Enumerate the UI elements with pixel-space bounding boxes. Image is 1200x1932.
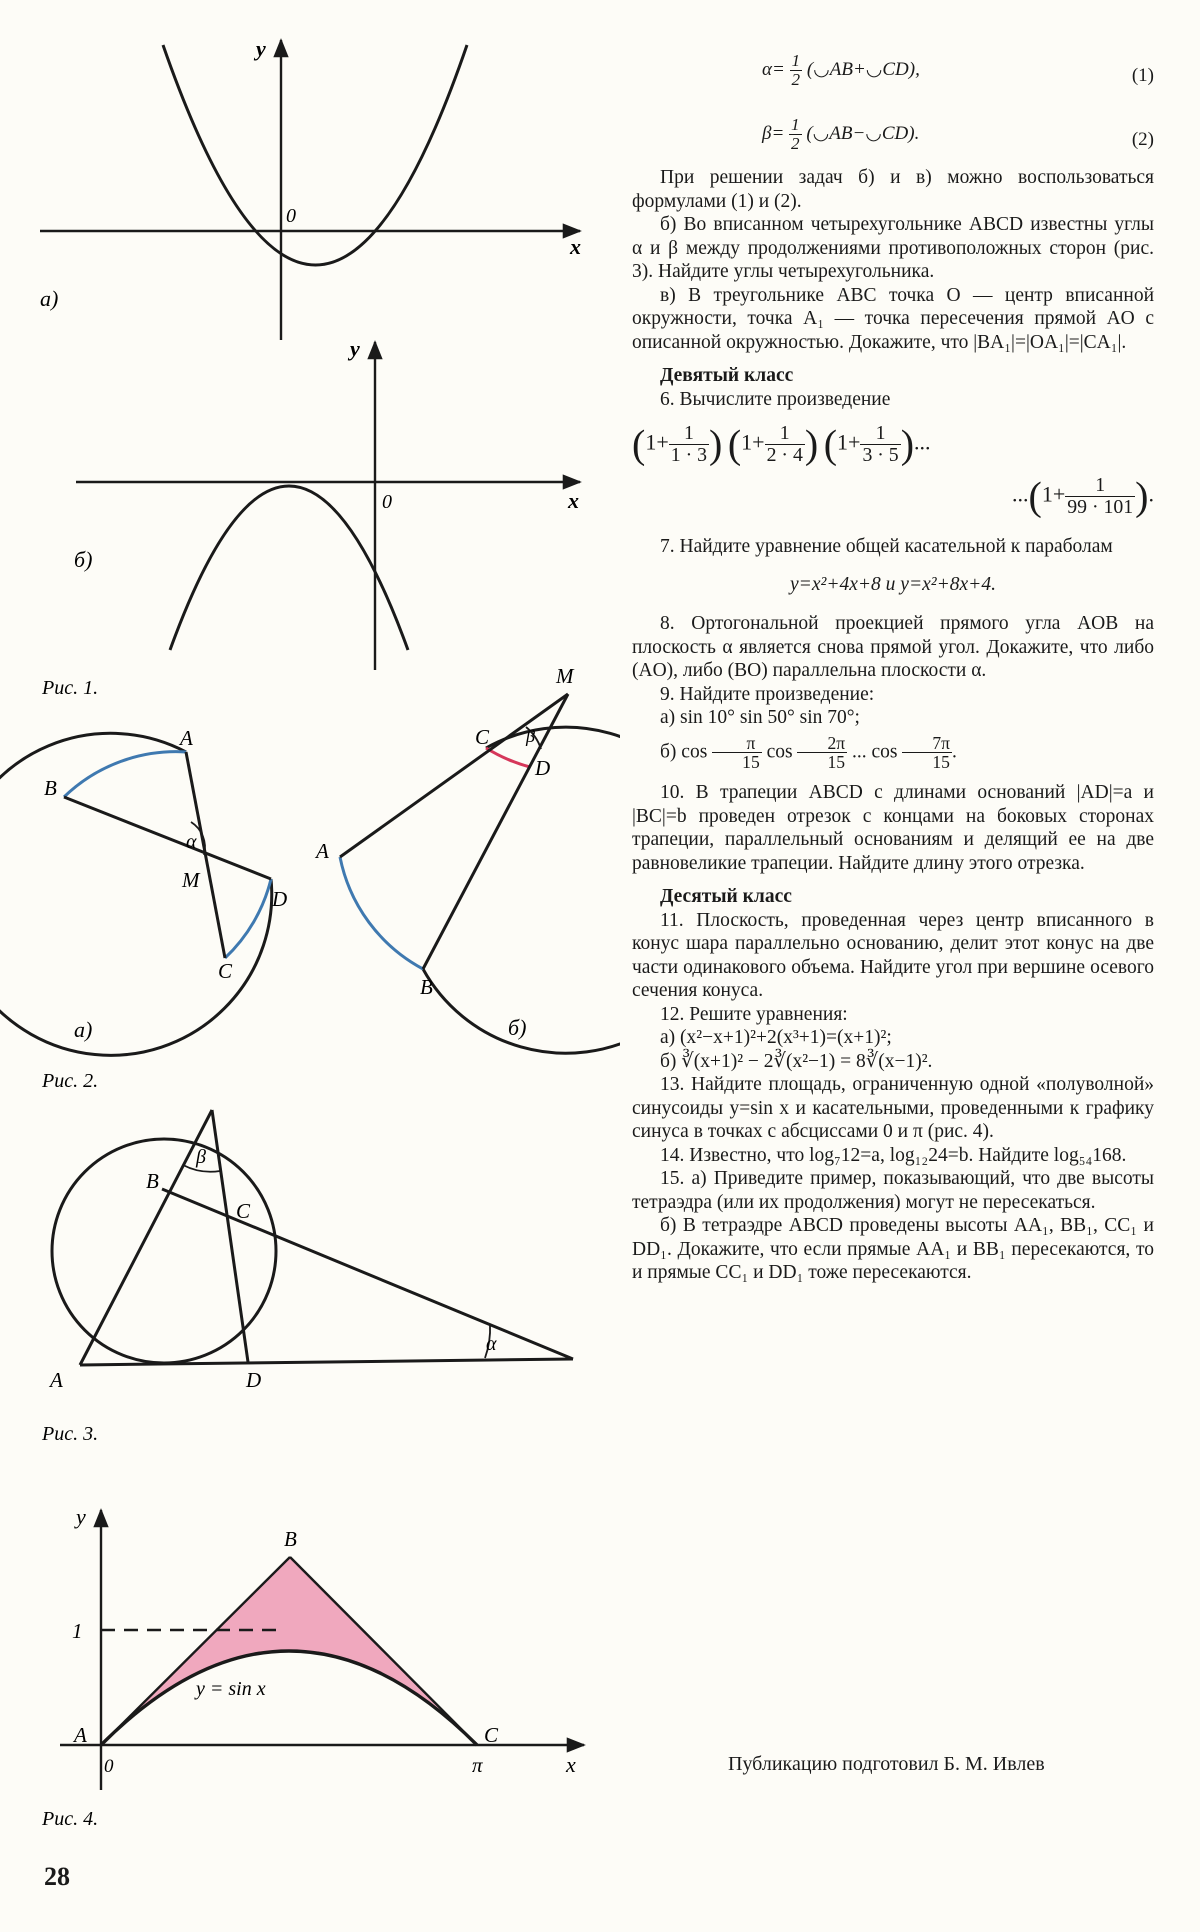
parabola-down [170, 486, 408, 650]
fig1-caption: Рис. 1. [42, 677, 99, 699]
problem-15a: 15. а) Приведите пример, показывающий, что две высоты тетраэдра (или их продолжения) могут не пересекаться. [632, 1168, 1154, 1213]
prod-num-2: 1 [765, 423, 805, 445]
fig1b-y-label: y [350, 336, 360, 361]
problem-9a: а) sin 10° sin 50° sin 70°; [660, 707, 860, 728]
publication-credit: Публикацию подготовил Б. М. Ивлев [728, 1753, 1045, 1775]
fig1a-part-label: а) [40, 286, 59, 311]
fig1a-origin-label: 0 [286, 205, 296, 227]
fig2a-point-b: B [44, 776, 57, 800]
problem-13: 13. Найдите площадь, ограниченную одной «полуволной» синусоиды y=sin x и касательными, проведенными к графику синуса в точках с абсциссами 0 и π (рис. 4). [632, 1074, 1154, 1143]
fig1b-x-label: x [568, 488, 579, 513]
fig4-x-label: x [566, 1752, 576, 1777]
prod-den-1: 1 · 3 [670, 443, 708, 466]
p9b-dots: ... cos [851, 740, 898, 762]
formula-2-lhs: β= [762, 122, 785, 144]
prod-one-1: 1+ [645, 429, 669, 455]
fig3-point-a: A [50, 1368, 63, 1392]
fig3-caption: Рис. 3. [42, 1423, 99, 1445]
problem-9b [632, 734, 1154, 772]
problem-12: 12. Решите уравнения: [660, 1003, 848, 1025]
formula-2-den: 2 [791, 133, 800, 153]
prod-den-3: 3 · 5 [862, 443, 899, 466]
paragraph-p1: При решении задач б) и в) можно воспользоваться формулами (1) и (2). [632, 167, 1154, 212]
prod-dots-1: ... [914, 429, 931, 455]
fig4-curve-label: y = sin x [196, 1678, 266, 1700]
fig1a-x-label: x [570, 234, 581, 259]
fig2a-angle-alpha: α [186, 831, 197, 853]
fig3-point-b: B [146, 1169, 159, 1193]
fig3-point-d: D [246, 1368, 262, 1392]
prod-one-2: 1+ [741, 429, 765, 455]
figure-1b [76, 342, 580, 670]
figure-2a [0, 733, 272, 1055]
formula-2-rhs: (◡AB−◡CD). [806, 122, 920, 144]
p9b-end: . [951, 740, 957, 762]
fig4-point-b: B [284, 1527, 297, 1551]
problem-9: 9. Найдите произведение: [660, 683, 875, 705]
fig2a-point-a: A [180, 726, 193, 750]
page-number: 28 [44, 1862, 70, 1891]
fig2b-point-a: A [316, 839, 329, 863]
prod-dots-2: ... [1011, 481, 1029, 507]
formula-1 [632, 52, 1154, 102]
p9b-num-1: π [712, 734, 762, 753]
formula-1-lhs: α= [762, 58, 785, 80]
prod-num-4: 1 [1065, 475, 1135, 497]
prod-den-2: 2 · 4 [766, 443, 803, 466]
fig4-point-c: C [484, 1723, 499, 1747]
problem-6: 6. Вычислите произведение [660, 388, 891, 410]
p9b-cos: cos [766, 740, 793, 762]
fig1b-origin-label: 0 [382, 491, 392, 513]
fig2a-point-m: M [182, 868, 200, 892]
formula-1-fraction [790, 52, 803, 89]
p9b-den-3: 15 [932, 751, 950, 772]
fig2b-point-m: M [556, 664, 574, 688]
problem-10: 10. В трапеции ABCD с длинами оснований |AD|=a и |BC|=b проведен отрезок с концами на боковых сторонах трапеции, параллельный основаниям и делящий ее на две равновеликие трапеции. Найдите длину этого отрезка. [632, 782, 1154, 874]
problem-11: 11. Плоскость, проведенная через центр вписанного в конус шара параллельно основанию, делит этот конус на две части одинакового объема. Найдите угол при вершине осевого сечения конуса. [632, 909, 1154, 1002]
product-line-2: ...(1+ $\frac{1}{99 \cdot 101}$ ). [1011, 473, 1154, 519]
heading-grade-10: Десятый класс [660, 886, 792, 908]
formula-1-den: 2 [791, 69, 801, 89]
prod-one-3: 1+ [837, 429, 861, 455]
heading-grade-9: Девятый класс [660, 365, 794, 386]
fig3-angle-beta: β [196, 1146, 206, 1168]
fig4-point-a: A [74, 1723, 87, 1747]
problem-8: 8. Ортогональной проекцией прямого угла AOB на плоскость α является снова прямой угол. Докажите, что либо (AO), либо (BO) параллельна плоскости α. [632, 613, 1154, 681]
formula-1-tag: (1) [1131, 65, 1154, 86]
figure-4 [60, 1510, 584, 1790]
fig2a-point-c: C [218, 959, 233, 983]
fig4-caption: Рис. 4. [42, 1808, 99, 1830]
fig3-angle-alpha: α [486, 1333, 497, 1355]
p9b-num-2: 2π [797, 734, 847, 753]
prod-one-4: 1+ [1041, 481, 1066, 507]
formula-2 [632, 116, 1154, 166]
fig2a-part-label: а) [74, 1017, 93, 1042]
problem-7-equation: y=x²+4x+8 и y=x²+8x+4. [790, 573, 996, 595]
figure-1a [40, 40, 580, 340]
problem-12b: б) ∛(x+1)² − 2∛(x²−1) = 8∛(x−1)². [660, 1050, 933, 1072]
problem-12a: а) (x²−x+1)²+2(x³+1)=(x+1)²; [660, 1027, 892, 1049]
fig2b-part-label: б) [508, 1015, 527, 1040]
fig4-origin-label: 0 [104, 1756, 114, 1777]
sine-curve [101, 1651, 477, 1745]
prod-num-1: 1 [669, 423, 709, 445]
problem-15b: б) В тетраэдре ABCD проведены высоты AA₁, BB₁, CC₁ и DD₁. Докажите, что если прямые AA₁ и BB₁ пересекаются, то и прямые CC₁ и DD₁ тоже пересекаются. [632, 1215, 1154, 1284]
prod-num-3: 1 [860, 423, 900, 445]
fig4-tick-one: 1 [72, 1619, 83, 1643]
fig2b-point-c: C [475, 725, 490, 749]
fig2b-angle-beta: β [526, 726, 535, 746]
figure-3 [52, 1110, 573, 1365]
problem-7: 7. Найдите уравнение общей касательной к параболам [660, 536, 1113, 557]
fig2b-point-d: D [535, 756, 551, 780]
prod-end: . [1148, 481, 1154, 507]
fig4-y-label: y [76, 1504, 86, 1529]
paragraph-p2: б) Во вписанном четырехугольнике ABCD известны углы α и β между продолжениями противоположных сторон (рис. 3). Найдите углы четырехугольника. [632, 214, 1154, 282]
p9b-den-2: 15 [827, 751, 846, 772]
formula-2-fraction [789, 116, 802, 153]
fig2b-point-b: B [420, 975, 433, 999]
paragraph-p3: в) В треугольнике ABC точка O — центр вписанной окружности, точка A₁ — точка пересечения прямой AO с описанной окружностью. Докажите, что |BA₁|=|OA₁|=|CA₁|. [632, 284, 1154, 353]
prod-den-4: 99 · 101 [1067, 495, 1134, 518]
fig1a-y-label: y [256, 36, 266, 61]
formula-1-num: 1 [791, 51, 801, 70]
formula-2-num: 1 [791, 115, 800, 134]
fig4-pi-label: π [472, 1753, 483, 1777]
fig2a-point-d: D [272, 887, 288, 911]
fig1b-part-label: б) [74, 547, 93, 572]
fig3-point-c: C [236, 1199, 251, 1223]
product-line-1: (1+ $\frac{1}{1 \cdot 3}$ ) (1+ $\frac{1}{2 \cdot 4}$ ) (1+ $\frac{1}{3 \cdot 5}$ )... [632, 421, 931, 467]
formula-2-tag: (2) [1131, 129, 1154, 150]
p9b-den-1: 15 [742, 751, 760, 772]
problem-14: 14. Известно, что log₇12=a, log₁₂24=b. Найдите log₅₄168. [660, 1144, 1127, 1166]
product-expression [632, 415, 1154, 535]
p9b-pre: б) cos [660, 740, 708, 762]
text-column [632, 52, 1154, 1285]
fig2-caption: Рис. 2. [42, 1070, 99, 1092]
formula-1-rhs: (◡AB+◡CD), [806, 58, 920, 80]
p9b-num-3: 7π [902, 734, 952, 753]
